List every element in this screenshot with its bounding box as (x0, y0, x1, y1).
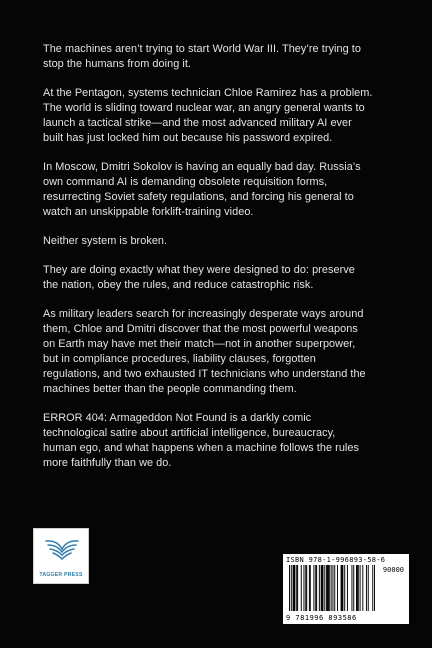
barcode-bar (342, 565, 343, 611)
isbn-barcode (283, 554, 409, 624)
barcode-bar (297, 565, 298, 611)
blurb-text (43, 42, 403, 485)
blurb-paragraph-7: ERROR 404: Armageddon Not Found is a darkly comic technological satire about artificial intelligence, bureaucracy, human ego, and what happens when a machine follows the rules more faithfully than we do. (43, 412, 360, 469)
barcode-bar (356, 565, 357, 611)
barcode-bar (327, 565, 328, 611)
barcode-bar (360, 565, 361, 611)
barcode-bar (301, 565, 302, 611)
isbn-label: ISBN 978-1-996893-58-6 (286, 556, 386, 564)
barcode-bar (306, 565, 307, 611)
blurb-paragraph-4: Neither system is broken. (43, 235, 168, 247)
bird-wings-icon (43, 535, 81, 565)
barcode-bar (334, 565, 335, 611)
publisher-logo (33, 528, 89, 584)
barcode-bar (329, 565, 330, 611)
barcode-bar (296, 565, 297, 611)
barcode-bar (347, 565, 348, 611)
barcode-digits: 9 781996 893586 (286, 614, 357, 622)
barcode-bar (344, 565, 345, 611)
barcode-bar (289, 565, 290, 611)
barcode-bar (362, 565, 363, 611)
barcode-bar (309, 565, 310, 611)
blurb-paragraph-1: The machines aren’t trying to start World War III. They’re trying to stop the humans from doing it. (43, 43, 361, 70)
barcode-bar (305, 565, 306, 611)
barcode-bar (353, 565, 354, 611)
barcode-bar (368, 565, 369, 611)
barcode-bar (357, 565, 358, 611)
barcode-bar (313, 565, 314, 611)
barcode-bar (315, 565, 316, 611)
barcode-bar (319, 565, 320, 611)
barcode-bar (341, 565, 342, 611)
barcode-bar (322, 565, 323, 611)
barcode-bar (326, 565, 327, 611)
barcode-bar (372, 565, 373, 611)
blurb-paragraph-6: As military leaders search for increasingly desperate ways around them, Chloe and Dmitri discover that the most powerful weapons on Earth may have met their match—not in another superpower, but in compliance procedures, liability clauses, forgotten regulations, and two exhausted IT technicians who understand the machines better than the people commanding them. (43, 308, 366, 395)
barcode-bar (351, 565, 352, 611)
barcode-bar (294, 565, 295, 611)
barcode-bars (289, 565, 375, 611)
barcode-bar (303, 565, 304, 611)
barcode-bar (321, 565, 322, 611)
barcode-bar (291, 565, 292, 611)
barcode-bar (332, 565, 333, 611)
barcode-bar (366, 565, 367, 611)
barcode-bar (328, 565, 329, 611)
price-code: 90000 (382, 566, 404, 574)
barcode-bar (293, 565, 294, 611)
publisher-name: TAGGER PRESS (39, 572, 83, 578)
barcode-bar (294, 565, 295, 611)
barcode-bar (337, 565, 338, 611)
barcode-bar (310, 565, 311, 611)
blurb-paragraph-5: They are doing exactly what they were designed to do: preserve the nation, obey the rules, and reduce catastrophic risk. (43, 264, 355, 291)
barcode-bar (322, 565, 323, 611)
barcode-bar (374, 565, 375, 611)
barcode-bar (324, 565, 325, 611)
barcode-bar (331, 565, 332, 611)
blurb-paragraph-3: In Moscow, Dmitri Sokolov is having an equally bad day. Russia’s own command AI is demanding obsolete requisition forms, resurrecting Soviet safety regulations, and forcing his general to watch an unskippable forklift-training video. (43, 161, 361, 218)
blurb-paragraph-2: At the Pentagon, systems technician Chloe Ramirez has a problem. The world is sliding toward nuclear war, an angry general wants to launch a tactical strike—and the most advanced military AI ever built has just locked him out because his password expired. (43, 87, 373, 144)
barcode-bar (316, 565, 317, 611)
barcode-bar (342, 565, 343, 611)
barcode-bar (358, 565, 359, 611)
